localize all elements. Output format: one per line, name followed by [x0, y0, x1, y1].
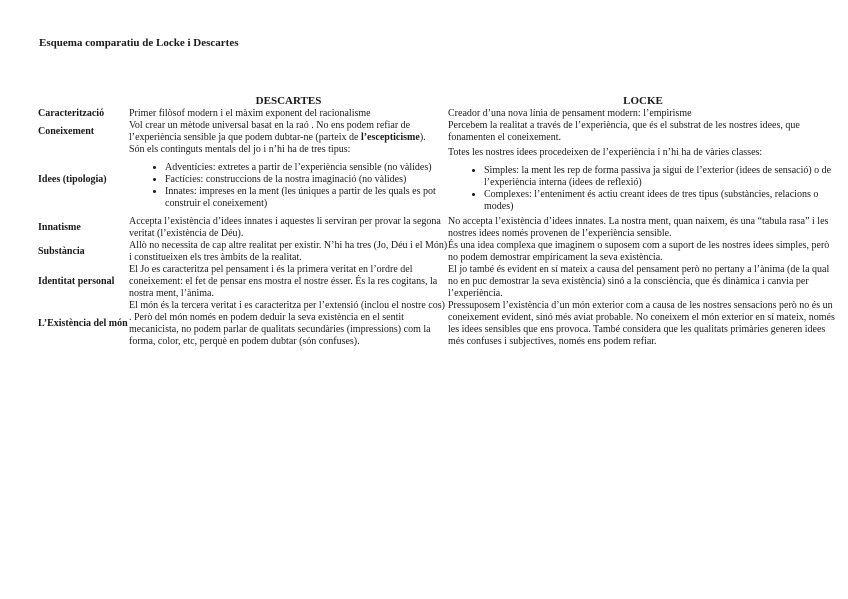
locke-intro: Totes les nostres idees procedeixen de l’experiència i n’hi ha de vàries classes:	[448, 147, 763, 158]
descartes-cell	[129, 120, 448, 144]
locke-cell	[448, 144, 838, 216]
header-row	[38, 95, 838, 108]
descartes-idea-list	[129, 162, 448, 210]
list-item: • Innates: impreses en la ment (les úniques a partir de les quals es pot construir el coneixement)	[165, 186, 448, 210]
row-label: Substància	[38, 246, 85, 257]
table-row	[38, 108, 838, 120]
table-row	[38, 300, 838, 348]
descartes-text: Vol crear un mètode universal basat en la raó . No ens podem refiar de l’experiència sensible ja que podem dubtar-ne (parteix de	[129, 120, 411, 143]
descartes-text-end: ).	[419, 132, 426, 143]
page-title: Esquema comparatiu de Locke i Descartes	[39, 37, 239, 49]
locke-cell: Percebem la realitat a través de l’experiència, que és el substrat de les nostres idees, que fonamenten el coneixement.	[448, 120, 800, 143]
list-item: • Complexes: l’enteniment és actiu creant idees de tres tipus (substàncies, relacions o modes)	[484, 189, 838, 213]
table-row	[38, 120, 838, 144]
list-item: • Factícies: construccions de la nostra imaginació (no vàlides)	[165, 174, 448, 186]
row-label: Identitat personal	[38, 276, 115, 287]
table-row	[38, 264, 838, 300]
descartes-cell: Primer filòsof modern i el màxim exponent del racionalisme	[129, 108, 371, 119]
locke-idea-list	[448, 165, 838, 213]
locke-cell: El jo també és evident en sí mateix a causa del pensament però no pertany a l’ànima (de la qual no en puc demostrar la seva existència) sinó a la consciència, que és dinàmica i canvia per l’experiència.	[448, 264, 830, 299]
table-row	[38, 240, 838, 264]
column-header-locke: LOCKE	[623, 95, 663, 107]
locke-cell: Pressuposem l’existència d’un món exterior com a causa de les nostres sensacions però no és un coneixement evident, sinó més aviat probable. No coneixem el món exterior en sí mateix, només les idees sensibles que ens provoca. També considera que les qualitats primàries generen idees més confuses i subjectives, només ens podem refiar.	[448, 300, 835, 347]
locke-cell: És una idea complexa que imaginem o suposem com a suport de les nostres idees simples, però no podem demostrar empíricament la seva existència.	[448, 240, 830, 263]
column-header-descartes: DESCARTES	[255, 95, 322, 107]
row-label: Idees (tipologia)	[38, 174, 107, 185]
descartes-cell: El món és la tercera veritat i es caracteritza per l’extensió (inclou el nostre cos) . Però del món només en podem deduir la seva existència en el sentit mecanicista, no podem parlar de qualitats secundàries (impressions) com la forma, color, etc, perquè en podem dubtar (són confuses).	[129, 300, 445, 347]
comparison-table	[38, 95, 838, 348]
descartes-cell: Accepta l’existència d’idees innates i aquestes li serviran per provar la segona veritat (l’existència de Déu).	[129, 216, 441, 239]
row-header-blank	[38, 95, 129, 108]
locke-cell: No accepta l’existència d’idees innates. La nostra ment, quan naixem, és una “tabula rasa” i les nostres idees només provenen de l’experiència sensible.	[448, 216, 829, 239]
table-row	[38, 144, 838, 216]
descartes-cell: El Jo es caracteritza pel pensament i és la primera veritat en l’ordre del coneixement: el fet de pensar ens mostra el nostre ésser. És la res cogitans, la nostra ment, l’ànima.	[129, 264, 438, 299]
locke-cell: Creador d’una nova línia de pensament modern: l’empirisme	[448, 108, 692, 119]
row-label: Caracterització	[38, 108, 105, 119]
row-label: Innatisme	[38, 222, 81, 233]
descartes-intro: Són els continguts mentals del jo i n’hi ha de tres tipus:	[129, 144, 351, 155]
row-label: Coneixement	[38, 126, 95, 137]
list-item: • Adventícies: extretes a partir de l’experiència sensible (no vàlides)	[165, 162, 448, 174]
descartes-cell	[129, 144, 448, 216]
list-item: • Simples: la ment les rep de forma passiva ja sigui de l’exterior (idees de sensació) o de l’experiència interna (idees de reflexió)	[484, 165, 838, 189]
table-row	[38, 216, 838, 240]
descartes-bold-term: l’escepticisme	[360, 132, 420, 143]
row-label: L’Existència del món	[38, 318, 128, 329]
descartes-cell: Allò no necessita de cap altre realitat per existir. N’hi ha tres (Jo, Déu i el Món) i constitueixen els tres àmbits de la realitat.	[129, 240, 448, 263]
